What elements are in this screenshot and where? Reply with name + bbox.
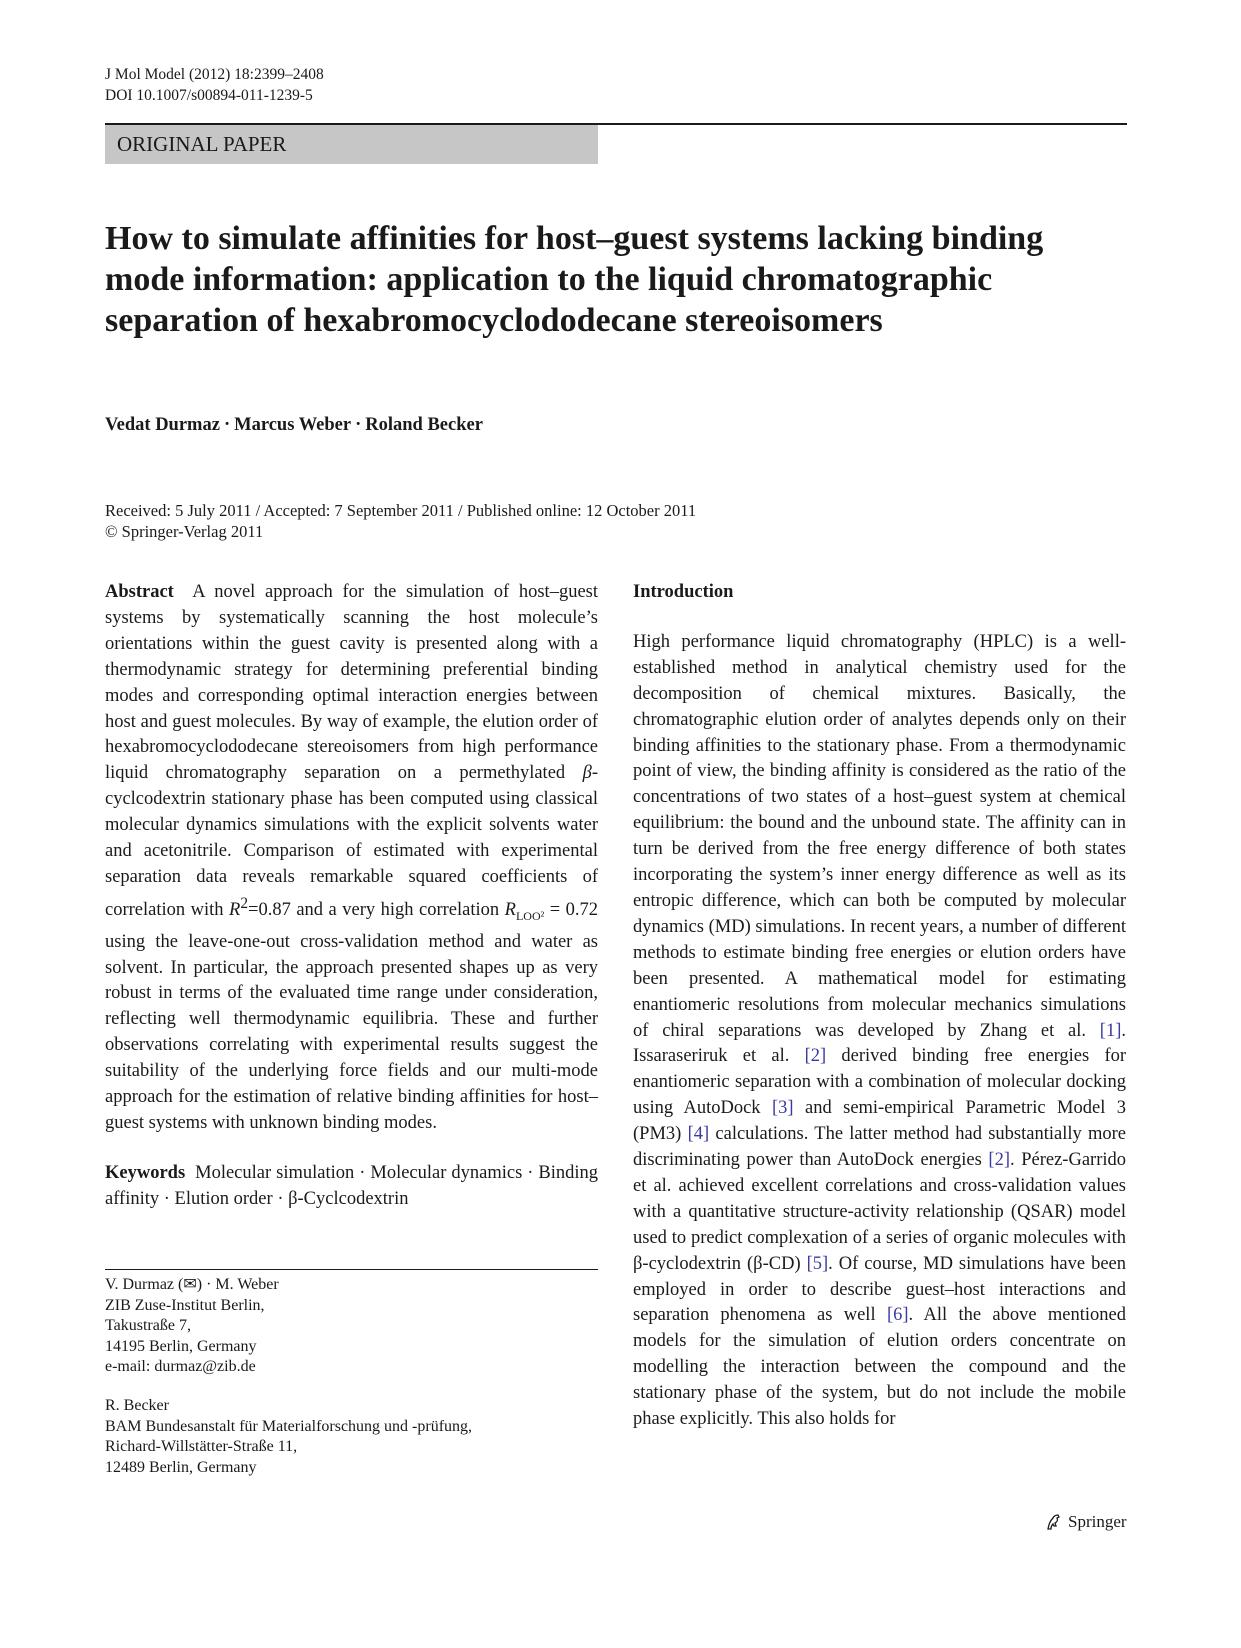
affiliation-line: Takustraße 7, [105, 1317, 191, 1335]
paper-title: How to simulate affinities for host–guest systems lacking binding mode information: application to the liquid chromatographic separation of hexabromocyclododecane stereoisomers [105, 220, 1044, 339]
abstract-text: and a very high correlation [296, 900, 500, 921]
intro-text: derived binding free energies for enantiomeric separation with a combination of molecular docking using AutoDock [633, 1046, 1127, 1119]
intro-text: β-cyclodextrin (β-CD) [633, 1253, 801, 1274]
author[interactable]: Marcus Weber [234, 415, 352, 435]
copyright-line: © Springer-Verlag 2011 [105, 522, 264, 541]
publisher-logo [1044, 1512, 1127, 1532]
abstract-text: -cyclcodextrin stationary phase has been computed using classical molecular dynamics simulations with the explicit solvents water and acetonitrile. Comparison of estimated with experimental separation data reveals remarkable squared coefficients of correlation with [105, 763, 598, 921]
publisher-name: Springer [1068, 1512, 1127, 1531]
intro-text: . Of course, MD simulations have been employed in order to describe guest–host interactions and separation phenomena as well [633, 1253, 1126, 1326]
affiliations [105, 1275, 598, 1478]
intro-text: . All the above mentioned models for the simulation of elution orders concentrate on modelling the interaction between the compound and the stationary phase of the system, but do not include the mobile phase explicitly. This also holds for [633, 1305, 1126, 1430]
introduction-column [633, 580, 1126, 1433]
keyword: Molecular simulation [195, 1162, 355, 1183]
affiliation-line: R. Becker [105, 1396, 169, 1414]
keyword: Molecular dynamics [370, 1162, 523, 1183]
affiliation-line: 14195 Berlin, Germany [105, 1337, 257, 1355]
introduction-paragraph [633, 630, 1126, 1433]
keyword-separator: · [527, 1162, 534, 1183]
affiliation-line: 12489 Berlin, Germany [105, 1458, 257, 1476]
keyword-separator: · [163, 1188, 170, 1209]
rloo-symbol: R [504, 900, 516, 921]
doi-line[interactable]: DOI 10.1007/s00894-011-1239-5 [105, 87, 313, 104]
affiliation-rule [105, 1269, 598, 1270]
affiliation-line: Richard-Willstätter-Straße 11, [105, 1438, 298, 1456]
affiliation-line: V. Durmaz (✉) · M. Weber [105, 1276, 279, 1293]
email-line[interactable]: e-mail: durmaz@zib.de [105, 1358, 256, 1376]
citation-link[interactable]: [5] [806, 1253, 829, 1274]
intro-text: High performance liquid chromatography (HPLC) is a well-established method in analytical chemistry used for the decomposition of chemical mixtures. Basically, the chromatographic elution order of analytes depends only on their binding affinities to the stationary phase. From a thermodynamic point of view, the binding affinity is considered as the ratio of the concentrations of two states of a host–guest system at chemical equilibrium: the bound and the unbound state. The affinity can in turn be derived from the free energy difference of both states incorporating the system’s inner energy difference as well as its entropic difference, which can both be computed by molecular dynamics (MD) simulations. In recent years, a number of different methods to estimate binding free energies or elution orders have been presented. A mathematical model for estimating enantiomeric resolutions from molecular mechanics simulations of chiral separations was developed by Zhang et al. [633, 631, 1126, 1041]
abstract-text: A novel approach for the simulation of host–guest systems by systematically scanning the host molecule’s orientations within the guest cavity is presented along with a thermodynamic strategy for determining preferential binding modes and corresponding optimal interaction energies between host and guest molecules. By way of example, the elution order of hexabromocyclododecane stereoisomers from high performance liquid chromatography separation on a permethylated [105, 582, 598, 784]
citation-link[interactable]: [2] [988, 1150, 1010, 1171]
abstract [105, 580, 598, 1137]
r-superscript: 2 [240, 894, 249, 912]
dates-line: Received: 5 July 2011 / Accepted: 7 September 2011 / Published online: 12 October 2011 [105, 501, 697, 520]
author-separator: · [355, 415, 362, 435]
springer-horse-icon [1044, 1512, 1064, 1532]
paper-type-banner: ORIGINAL PAPER [105, 125, 598, 164]
author-list [105, 415, 483, 436]
citation-link[interactable]: [3] [771, 1098, 794, 1119]
author-separator: · [223, 415, 231, 435]
keyword: Binding affinity [105, 1162, 599, 1209]
affiliation-line: BAM Bundesanstalt für Materialforschung und -prüfung, [105, 1417, 473, 1435]
abstract-text: using the leave-one-out cross-validation method and water as solvent. In particular, the approach presented shapes up as very robust in terms of the evaluated time range under consideration, reflecting well thermodynamic equilibria. These and further observations correlating with experimental results suggest the suitability of the underlying force fields and our multi-mode approach for the estimation of relative binding affinities for host–guest systems with unknown binding modes. [105, 931, 598, 1133]
introduction-heading: Introduction [633, 582, 734, 602]
intro-text: . Issaraseriruk et al. [633, 1020, 1126, 1067]
keywords-label: Keywords [105, 1162, 186, 1183]
keyword: Elution order [174, 1188, 273, 1209]
citation-link[interactable]: [6] [886, 1305, 909, 1326]
citation-link[interactable]: [4] [687, 1124, 710, 1145]
intro-text: calculations. The latter method had substantially more discriminating power than AutoDock energies [633, 1124, 1126, 1171]
abstract-column [105, 580, 598, 1213]
publication-dates [105, 500, 696, 542]
r-symbol: R [229, 900, 241, 921]
keywords [105, 1161, 598, 1213]
keyword-separator: · [277, 1188, 284, 1209]
author[interactable]: Roland Becker [365, 415, 483, 435]
citation-link[interactable]: [2] [804, 1046, 827, 1067]
journal-info [105, 64, 324, 106]
rloo-value: = 0.72 [549, 900, 599, 921]
journal-line: J Mol Model (2012) 18:2399–2408 [105, 66, 324, 83]
intro-text: and semi-empirical Parametric Model 3 (PM3) [633, 1098, 1127, 1145]
intro-text: . Pérez-Garrido et al. achieved excellent correlations and cross-validation values with a quantitative structure-activity relationship (QSAR) model used to predict complexation of a series of organic molecules with [633, 1150, 1127, 1248]
keyword: β-Cyclcodextrin [288, 1188, 409, 1209]
r2-value: =0.87 [248, 900, 291, 921]
abstract-label: Abstract [105, 582, 174, 602]
keyword-separator: · [359, 1162, 366, 1183]
rloo-subscript: LOO² [515, 908, 545, 923]
citation-link[interactable]: [1] [1099, 1020, 1122, 1041]
author[interactable]: Vedat Durmaz [105, 415, 220, 435]
affiliation-line: ZIB Zuse-Institut Berlin, [105, 1296, 265, 1314]
beta-symbol: β [582, 763, 592, 784]
